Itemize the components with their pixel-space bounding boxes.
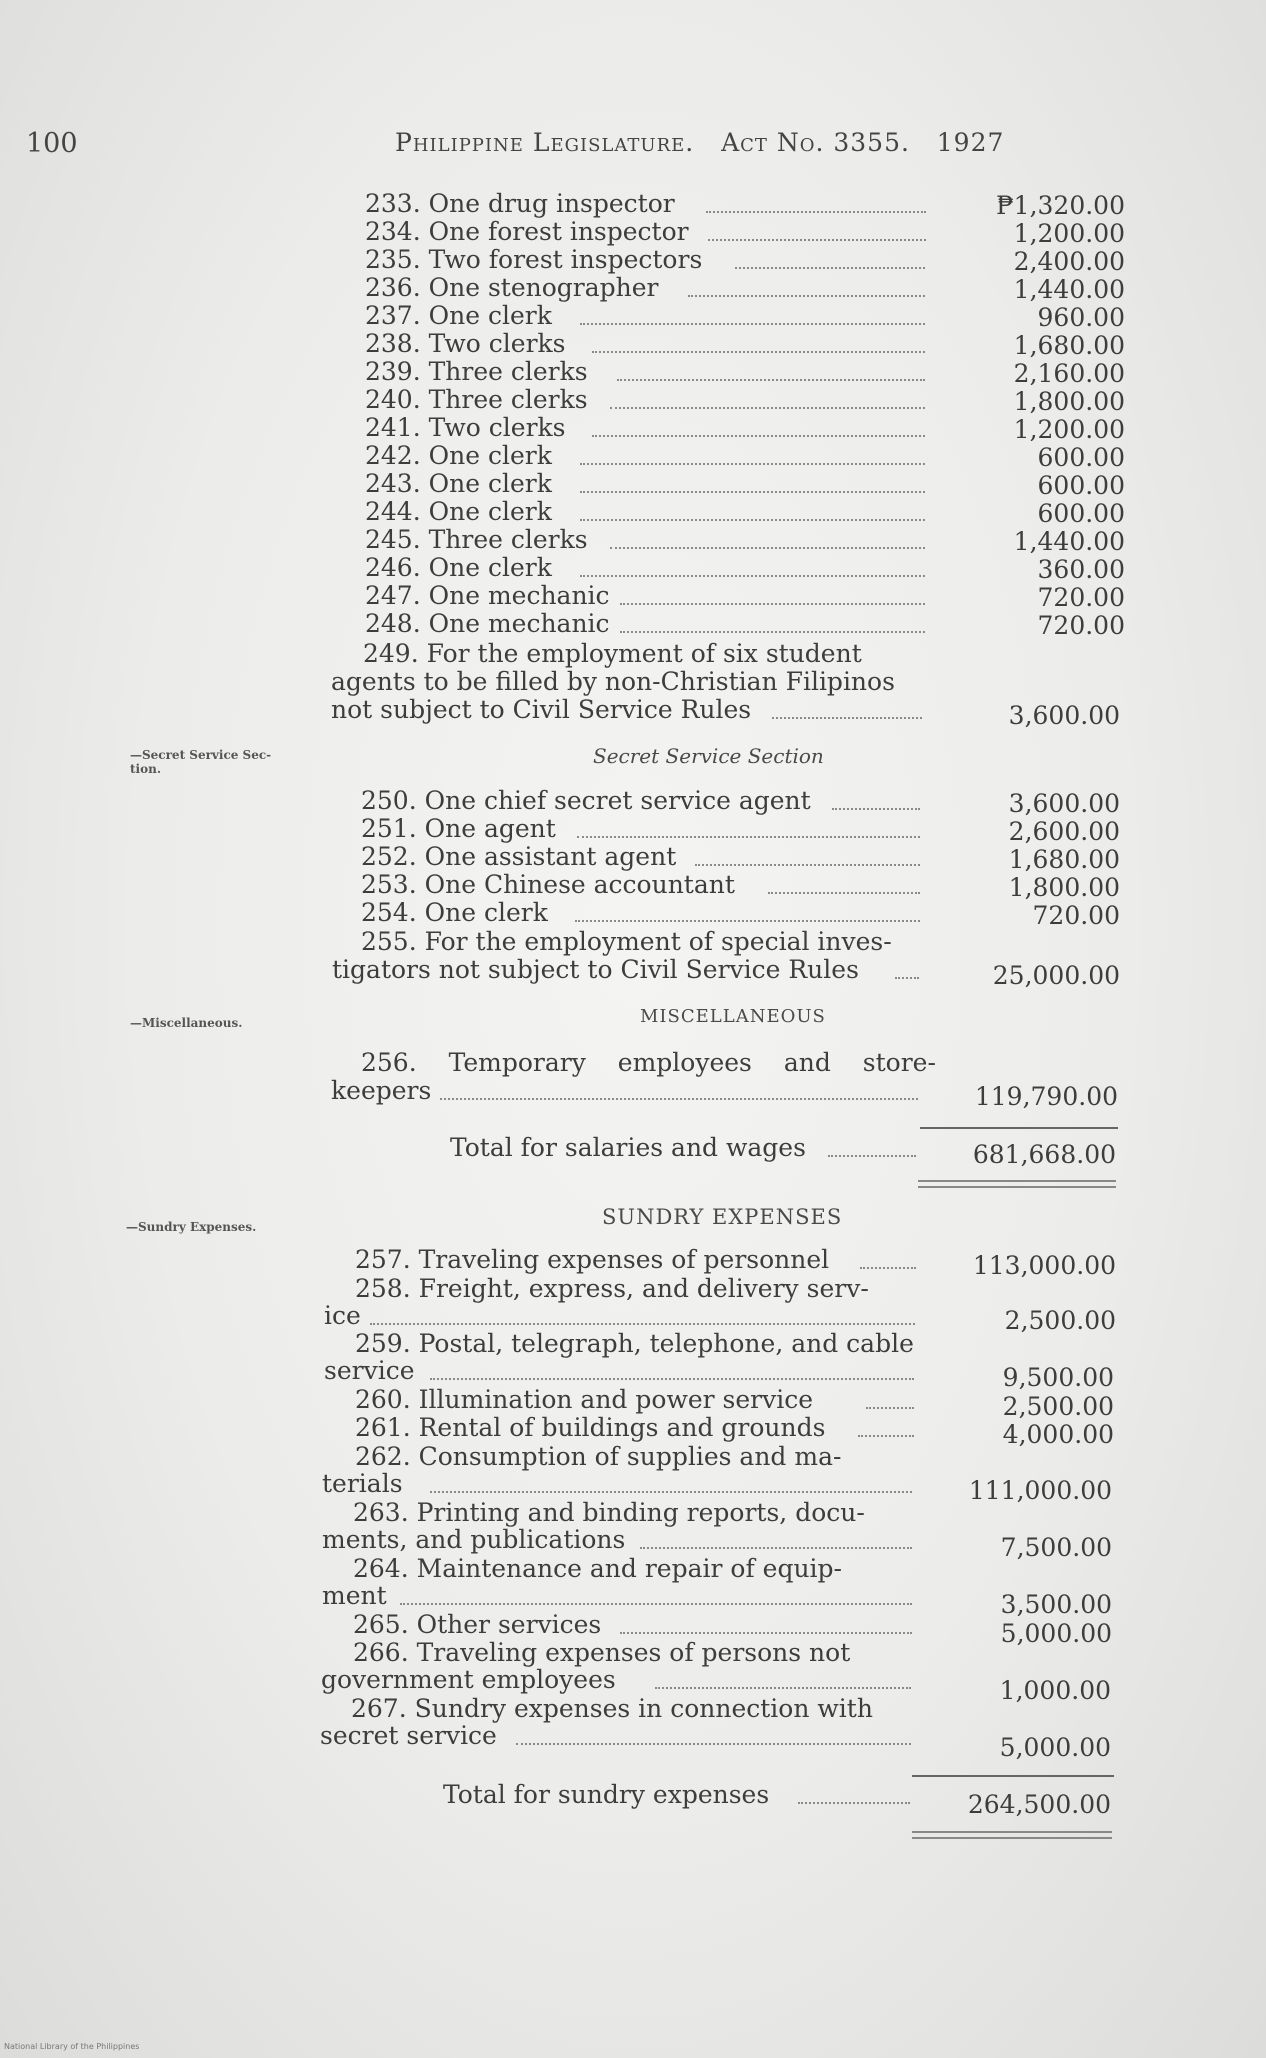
footer-credit: National Library of the Philippines — [4, 2042, 140, 2051]
dot-leader — [695, 864, 920, 866]
item-amount: 960.00 — [1037, 303, 1125, 332]
margin-note-miscellaneous: —Miscellaneous. — [130, 1016, 243, 1030]
dot-leader — [430, 1491, 912, 1493]
item-text: 241. Two clerks — [365, 413, 566, 442]
dot-leader — [620, 631, 925, 633]
margin-note-line: —Secret Service Sec- — [130, 748, 272, 762]
item-text: 254. One clerk — [361, 898, 548, 927]
dot-leader — [688, 295, 925, 297]
item-amount: 113,000.00 — [972, 1251, 1116, 1280]
dot-leader — [370, 1323, 915, 1325]
dot-leader — [580, 463, 925, 465]
item-amount: 111,000.00 — [968, 1476, 1112, 1505]
item-amount: 2,600.00 — [1008, 817, 1120, 846]
total-double-rule — [912, 1831, 1112, 1839]
item-255-line2: tigators not subject to Civil Service Rules — [332, 955, 859, 984]
dot-leader — [580, 575, 925, 577]
item-amount: 1,800.00 — [1013, 387, 1125, 416]
item-amount: ₱1,320.00 — [996, 191, 1125, 220]
item-text: 238. Two clerks — [365, 329, 566, 358]
item-text: 237. One clerk — [365, 301, 552, 330]
dot-leader — [440, 1098, 918, 1100]
dot-leader — [735, 267, 925, 269]
item-amount: 3,600.00 — [1008, 789, 1120, 818]
dot-leader — [655, 1687, 911, 1689]
item-amount: 600.00 — [1037, 471, 1125, 500]
item-text: 253. One Chinese accountant — [361, 870, 735, 899]
margin-note-sundry: —Sundry Expenses. — [126, 1220, 257, 1234]
margin-note-secret-service — [130, 748, 271, 776]
item-text-cont: ment — [322, 1581, 387, 1610]
dot-leader — [640, 1547, 912, 1549]
item-amount: 5,000.00 — [1000, 1619, 1112, 1648]
item-text: 259. Postal, telegraph, telephone, and cable — [355, 1329, 914, 1358]
running-head — [395, 128, 1004, 157]
item-amount: 1,200.00 — [1013, 415, 1125, 444]
section-heading-secret-service: Secret Service Section — [593, 744, 824, 768]
item-text: 267. Sundry expenses in connection with — [351, 1694, 873, 1723]
item-text: 239. Three clerks — [365, 357, 588, 386]
item-text-cont: ments, and publications — [322, 1525, 626, 1554]
item-text: 235. Two forest inspectors — [365, 245, 703, 274]
item-amount: 5,000.00 — [999, 1733, 1111, 1762]
subtotal-rule — [920, 1127, 1118, 1129]
item-text: 242. One clerk — [365, 441, 552, 470]
item-text: 243. One clerk — [365, 469, 552, 498]
dot-leader — [768, 892, 920, 894]
total-sundry-amount: 264,500.00 — [967, 1790, 1111, 1819]
item-text: 248. One mechanic — [365, 609, 610, 638]
item-text: 234. One forest inspector — [365, 217, 689, 246]
item-amount: 2,400.00 — [1013, 247, 1125, 276]
dot-leader — [580, 323, 925, 325]
total-sundry-label: Total for sundry expenses — [443, 1780, 770, 1809]
dot-leader — [617, 379, 925, 381]
item-amount: 7,500.00 — [1000, 1533, 1112, 1562]
item-text: 250. One chief secret service agent — [361, 786, 811, 815]
item-amount: 360.00 — [1037, 555, 1125, 584]
item-256-amount: 119,790.00 — [974, 1082, 1118, 1111]
item-249-amount: 3,600.00 — [1008, 701, 1120, 730]
page-number: 100 — [26, 128, 78, 159]
item-text: 236. One stenographer — [365, 273, 659, 302]
item-text: 262. Consumption of supplies and ma- — [355, 1442, 842, 1471]
dot-leader — [620, 1632, 912, 1634]
item-text: 244. One clerk — [365, 497, 552, 526]
margin-note-line: tion. — [130, 762, 162, 776]
item-text: 261. Rental of buildings and grounds — [355, 1413, 826, 1442]
item-amount: 9,500.00 — [1002, 1363, 1114, 1392]
section-heading-sundry: SUNDRY EXPENSES — [602, 1205, 843, 1229]
item-text-cont: government employees — [321, 1665, 616, 1694]
running-head-title: Philippine Legislature. — [395, 128, 695, 157]
item-text: 240. Three clerks — [365, 385, 588, 414]
item-amount: 1,680.00 — [1013, 331, 1125, 360]
item-text-cont: ice — [324, 1301, 361, 1330]
item-amount: 1,440.00 — [1013, 275, 1125, 304]
subtotal-rule — [912, 1775, 1114, 1777]
item-text: 260. Illumination and power service — [355, 1385, 814, 1414]
item-text: 247. One mechanic — [365, 581, 610, 610]
item-text: 233. One drug inspector — [365, 189, 675, 218]
item-255-line1: 255. For the employment of special inves- — [361, 927, 892, 956]
item-text-cont: secret service — [320, 1721, 497, 1750]
item-249-line2: agents to be filled by non-Christian Filipinos — [331, 667, 895, 696]
item-amount: 600.00 — [1037, 443, 1125, 472]
item-249-line1: 249. For the employment of six student — [363, 639, 862, 668]
dot-leader — [575, 920, 920, 922]
dot-leader — [610, 547, 925, 549]
item-text-cont: terials — [322, 1469, 403, 1498]
item-amount: 1,200.00 — [1013, 219, 1125, 248]
dot-leader — [592, 351, 925, 353]
total-salaries-label: Total for salaries and wages — [450, 1133, 806, 1162]
item-256-line1: 256. Temporary employees and store- — [361, 1048, 936, 1077]
item-amount: 720.00 — [1032, 901, 1120, 930]
item-amount: 1,440.00 — [1013, 527, 1125, 556]
item-amount: 720.00 — [1037, 583, 1125, 612]
dot-leader — [580, 491, 925, 493]
item-amount: 1,680.00 — [1008, 845, 1120, 874]
item-text: 252. One assistant agent — [361, 842, 677, 871]
item-amount: 600.00 — [1037, 499, 1125, 528]
dot-leader — [516, 1743, 911, 1745]
item-amount: 4,000.00 — [1002, 1420, 1114, 1449]
item-amount: 2,500.00 — [1002, 1392, 1114, 1421]
item-amount: 1,800.00 — [1008, 873, 1120, 902]
item-text: 258. Freight, express, and delivery serv- — [355, 1274, 869, 1303]
total-salaries-amount: 681,668.00 — [972, 1140, 1116, 1169]
item-amount: 3,500.00 — [1000, 1590, 1112, 1619]
total-double-rule — [918, 1180, 1116, 1188]
dot-leader — [400, 1603, 912, 1605]
running-head-act: Act No. 3355. — [721, 128, 910, 157]
dot-leader — [706, 211, 926, 213]
item-text: 264. Maintenance and repair of equip- — [353, 1554, 843, 1583]
dot-leader — [577, 836, 920, 838]
dot-leader — [430, 1378, 914, 1380]
item-amount: 2,500.00 — [1004, 1306, 1116, 1335]
item-text-cont: service — [324, 1356, 415, 1385]
item-amount: 1,000.00 — [999, 1676, 1111, 1705]
item-text: 245. Three clerks — [365, 525, 588, 554]
running-head-year: 1927 — [936, 128, 1005, 157]
item-text: 266. Traveling expenses of persons not — [353, 1638, 851, 1667]
dot-leader — [592, 435, 925, 437]
item-amount: 2,160.00 — [1013, 359, 1125, 388]
item-text: 251. One agent — [361, 814, 556, 843]
item-text: 265. Other services — [353, 1610, 602, 1639]
item-249-line3: not subject to Civil Service Rules — [331, 695, 752, 724]
item-256-line2: keepers — [331, 1076, 432, 1105]
item-text: 246. One clerk — [365, 553, 552, 582]
item-text: 257. Traveling expenses of personnel — [355, 1245, 830, 1274]
item-text: 263. Printing and binding reports, docu- — [353, 1498, 865, 1527]
dot-leader — [610, 407, 925, 409]
dot-leader — [708, 239, 926, 241]
item-amount: 720.00 — [1037, 611, 1125, 640]
dot-leader — [580, 519, 925, 521]
item-255-amount: 25,000.00 — [992, 961, 1120, 990]
dot-leader — [620, 603, 925, 605]
section-heading-miscellaneous: MISCELLANEOUS — [640, 1006, 826, 1027]
